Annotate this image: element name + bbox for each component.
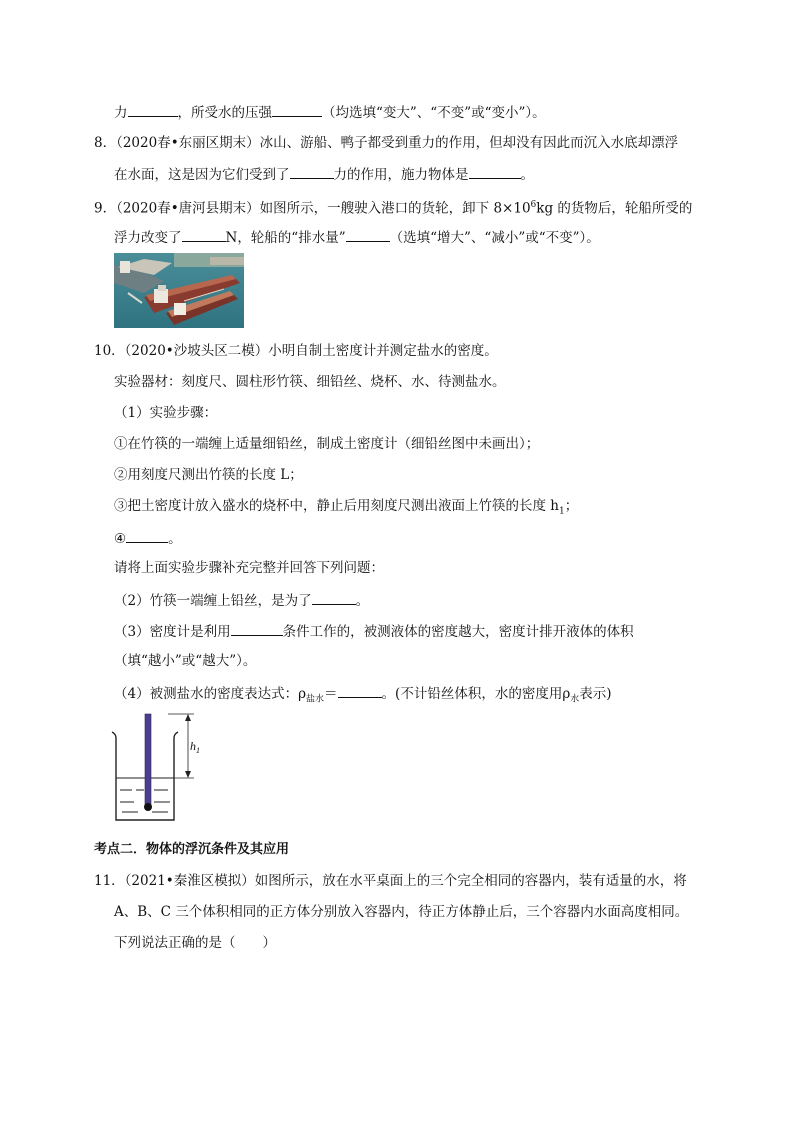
q11-line-2: A、B、C 三个体积相同的正方体分别放入容器内，待正方体静止后，三个容器内水面高度相同。 xyxy=(114,904,689,920)
answer-blank xyxy=(126,527,168,543)
answer-blank xyxy=(290,163,334,179)
q10-question-3-cont: （填“越小”或“越大”）。 xyxy=(114,653,257,669)
answer-blank xyxy=(312,589,356,605)
answer-blank xyxy=(182,226,226,242)
q11-line-1: 11．（2021•秦淮区模拟）如图所示，放在水平桌面上的三个完全相同的容器内，装有适量的水，将 xyxy=(94,873,687,889)
q9-line-1: 9．（2020春•唐河县期末）如图所示，一艘驶入港口的货轮，卸下 $8\times 10^6kg$ 的货物后，轮船所受的 xyxy=(94,200,693,217)
q10-question-2: （2）竹筷一端缠上铅丝，是为了 。 xyxy=(114,589,369,611)
answer-blank xyxy=(469,163,521,179)
answer-blank xyxy=(128,101,178,117)
q8-line-1: 8．（2020春•东丽区期末）冰山、游船、鸭子都受到重力的作用，但却没有因此而沉入水底却漂浮 xyxy=(94,135,679,151)
cargo-ship-photo xyxy=(114,253,244,328)
section-heading: 考点二．物体的浮沉条件及其应用 xyxy=(94,842,290,857)
q10-materials: 实验器材：刻度尺、圆柱形竹筷、细铅丝、烧杯、水、待测盐水。 xyxy=(114,374,506,390)
q10-question-4: （4）被测盐水的密度表达式：$\rho_{盐水}=$ 。(不计铅丝体积，水的密度用$\rho_水$表示) xyxy=(114,682,612,710)
q10-question-3: （3）密度计是利用 条件工作的，被测液体的密度越大，密度计排开液体的体积 xyxy=(114,620,634,642)
q10-prompt: 请将上面实验步骤补充完整并回答下列问题： xyxy=(114,560,384,576)
h1-label: $h_1$ xyxy=(190,739,200,755)
q11-line-3: 下列说法正确的是（ ） xyxy=(114,935,276,951)
answer-blank xyxy=(346,226,390,242)
answer-blank xyxy=(338,682,382,698)
density-meter-diagram xyxy=(108,712,208,824)
q9-line-2: 浮力改变了 N，轮船的“排水量” （选填“增大”、“减小”或“不变”）。 xyxy=(114,226,600,248)
q7-line: 力 ，所受水的压强 （均选填“变大”、“不变”或“变小”）。 xyxy=(114,101,546,123)
q10-title: 10．（2020•沙坡头区二模）小明自制土密度计并测定盐水的密度。 xyxy=(94,343,498,359)
q10-steps-heading: （1）实验步骤： xyxy=(114,405,218,421)
answer-blank xyxy=(272,101,322,117)
q10-step-1: ①在竹筷的一端缠上适量细铅丝，制成土密度计（细铅丝图中未画出）； xyxy=(114,436,540,452)
q10-step-3: ③把土密度计放入盛水的烧杯中，静止后用刻度尺测出液面上竹筷的长度 $h_1$； xyxy=(114,498,579,517)
q8-line-2: 在水面，这是因为它们受到了 力的作用，施力物体是 。 xyxy=(114,163,534,185)
q10-step-2: ②用刻度尺测出竹筷的长度 L； xyxy=(114,467,303,483)
answer-blank xyxy=(231,620,283,636)
q10-step-4: ④ 。 xyxy=(114,527,182,549)
